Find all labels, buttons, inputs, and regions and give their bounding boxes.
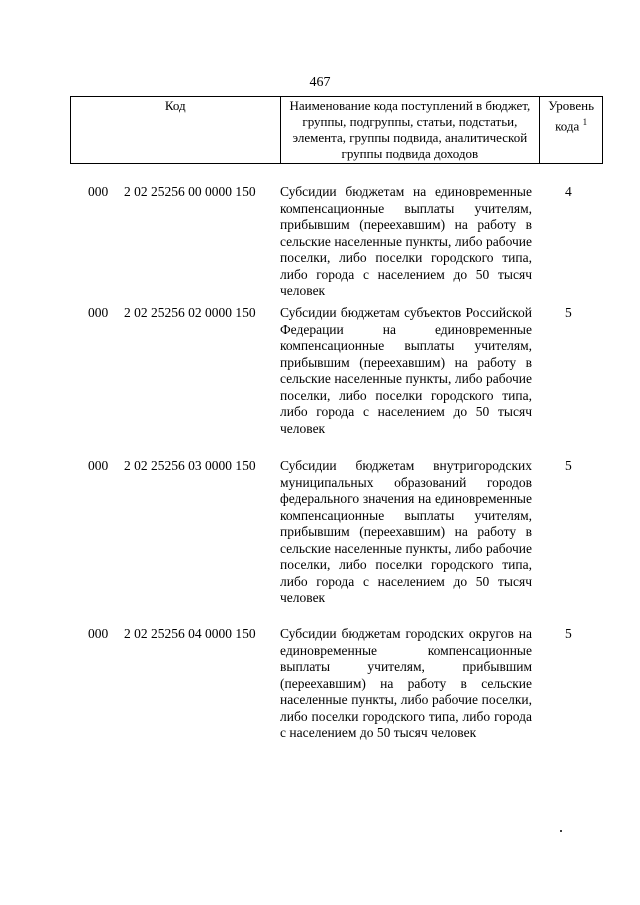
header-code: Код <box>71 97 281 164</box>
header-row <box>71 97 603 164</box>
revenue-description: Субсидии бюджетам внутригородских муниципальных образований городов федерального значения на единовременные компенсационные выплаты учителям, прибывшим (переехавшим) на работу в сельские населенные пункты, либо рабочие поселки, либо поселки городского типа, либо города с населением до 50 тысяч человек <box>280 458 532 605</box>
revenue-description: Субсидии бюджетам на единовременные компенсационные выплаты учителям, прибывшим (переехавшим) на работу в сельские населенные пункты, либо рабочие поселки, либо поселки городского типа, либо города с населением до 50 тысяч человек <box>280 184 532 298</box>
revenue-code: 2 02 25256 02 0000 150 <box>124 305 256 320</box>
revenue-code: 2 02 25256 00 0000 150 <box>124 184 256 199</box>
admin-code: 000 <box>88 184 109 199</box>
table-body <box>0 184 640 742</box>
code-level: 4 <box>565 184 572 199</box>
scan-speck <box>560 830 562 832</box>
admin-code: 000 <box>88 305 109 320</box>
table-row <box>0 458 640 626</box>
footnote-marker: 1 <box>582 117 588 127</box>
revenue-description: Субсидии бюджетам субъектов Российской Федерации на единовременные компенсационные выплаты учителям, прибывшим (переехавшим) на работу в сельские населенные пункты, либо рабочие поселки, либо поселки городского типа, либо города с населением до 50 тысяч человек <box>280 305 532 436</box>
page-number: 467 <box>309 75 331 90</box>
code-level: 5 <box>565 305 572 320</box>
revenue-code: 2 02 25256 04 0000 150 <box>124 626 256 641</box>
header-name: Наименование кода поступлений в бюджет, группы, подгруппы, статьи, подстатьи, элемента, группы подвида, аналитической группы подвида доходов <box>280 97 540 164</box>
revenue-code: 2 02 25256 03 0000 150 <box>124 458 256 473</box>
revenue-description: Субсидии бюджетам городских округов на единовременные компенсационные выплаты учителям, прибывшим (переехавшим) на работу в сельские населенные пункты, либо рабочие поселки, либо поселки городского типа, либо города с населением до 50 тысяч человек <box>280 626 532 740</box>
admin-code: 000 <box>88 626 109 641</box>
header-level-label: Уровень кода <box>548 98 594 134</box>
code-level: 5 <box>565 626 572 641</box>
table-row <box>0 626 640 742</box>
admin-code: 000 <box>88 458 109 473</box>
table-row <box>0 305 640 458</box>
header-level <box>540 97 603 164</box>
table-row <box>0 184 640 305</box>
table-header <box>70 96 603 164</box>
code-level: 5 <box>565 458 572 473</box>
